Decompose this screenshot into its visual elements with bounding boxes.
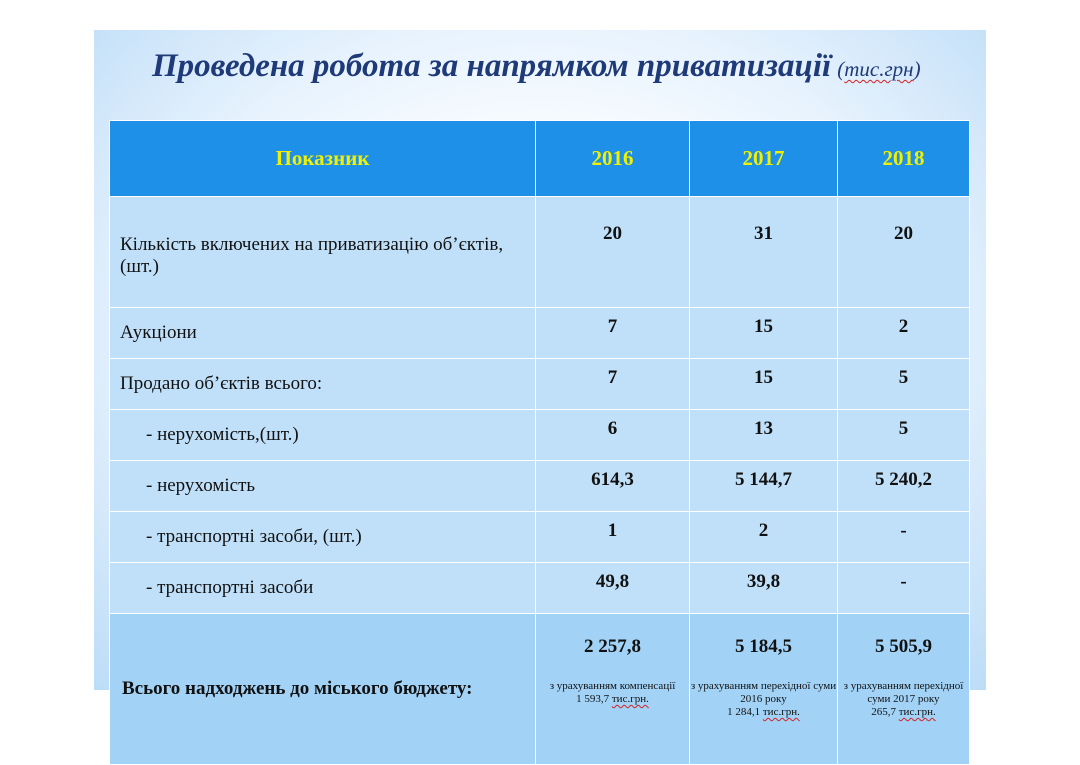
- total-cell-2017: [690, 614, 838, 765]
- table-row: [110, 197, 970, 308]
- row-label: Кількість включених на приватизацію об’єктів, (шт.): [110, 197, 536, 308]
- total-note: з урахуванням перехідної суми 2016 року 1 284,1 тис.грн.: [690, 680, 837, 718]
- cell-2018: 5: [838, 359, 970, 410]
- privatization-table: [109, 120, 970, 765]
- cell-2018: -: [838, 512, 970, 563]
- title-main: Проведена робота за напрямком приватизації: [152, 48, 832, 84]
- cell-2016: 614,3: [536, 461, 690, 512]
- total-cell-2016: [536, 614, 690, 765]
- title-unit: (тис.грн): [837, 57, 921, 81]
- cell-2018: 5: [838, 410, 970, 461]
- cell-2017: 39,8: [690, 563, 838, 614]
- table-row: [110, 512, 970, 563]
- cell-2018: 2: [838, 308, 970, 359]
- row-label: - нерухомість: [110, 461, 536, 512]
- total-value: 5 505,9: [875, 636, 932, 657]
- total-row: [110, 614, 970, 765]
- cell-2016: 49,8: [536, 563, 690, 614]
- cell-2016: 6: [536, 410, 690, 461]
- cell-2016: 7: [536, 308, 690, 359]
- header-year-2017: 2017: [690, 121, 838, 197]
- row-label: - транспортні засоби: [110, 563, 536, 614]
- total-value: 2 257,8: [584, 636, 641, 657]
- cell-2016: 1: [536, 512, 690, 563]
- cell-2018: -: [838, 563, 970, 614]
- row-label: Аукціони: [110, 308, 536, 359]
- header-row: [110, 121, 970, 197]
- total-note: з урахуванням перехідної суми 2017 року 265,7 тис.грн.: [843, 680, 964, 718]
- page-title: [152, 48, 972, 85]
- header-indicator: Показник: [110, 121, 536, 197]
- cell-2017: 2: [690, 512, 838, 563]
- cell-2016: 7: [536, 359, 690, 410]
- header-year-2016: 2016: [536, 121, 690, 197]
- table-row: [110, 461, 970, 512]
- row-label: - транспортні засоби, (шт.): [110, 512, 536, 563]
- cell-2017: 15: [690, 308, 838, 359]
- cell-2017: 15: [690, 359, 838, 410]
- total-cell-2018: [838, 614, 970, 765]
- cell-2017: 31: [690, 197, 838, 308]
- total-label: Всього надходжень до міського бюджету:: [110, 614, 536, 765]
- title-unit-text: тис.грн: [844, 57, 914, 81]
- table-row: [110, 308, 970, 359]
- cell-2018: 5 240,2: [838, 461, 970, 512]
- slide: [94, 30, 986, 718]
- table-row: [110, 359, 970, 410]
- total-value: 5 184,5: [735, 636, 792, 657]
- cell-2017: 5 144,7: [690, 461, 838, 512]
- table-row: [110, 563, 970, 614]
- cell-2017: 13: [690, 410, 838, 461]
- header-year-2018: 2018: [838, 121, 970, 197]
- row-label: - нерухомість,(шт.): [110, 410, 536, 461]
- row-label: Продано об’єктів всього:: [110, 359, 536, 410]
- cell-2018: 20: [838, 197, 970, 308]
- table-row: [110, 410, 970, 461]
- total-note: з урахуванням компенсації 1 593,7 тис.грн.: [549, 680, 676, 705]
- cell-2016: 20: [536, 197, 690, 308]
